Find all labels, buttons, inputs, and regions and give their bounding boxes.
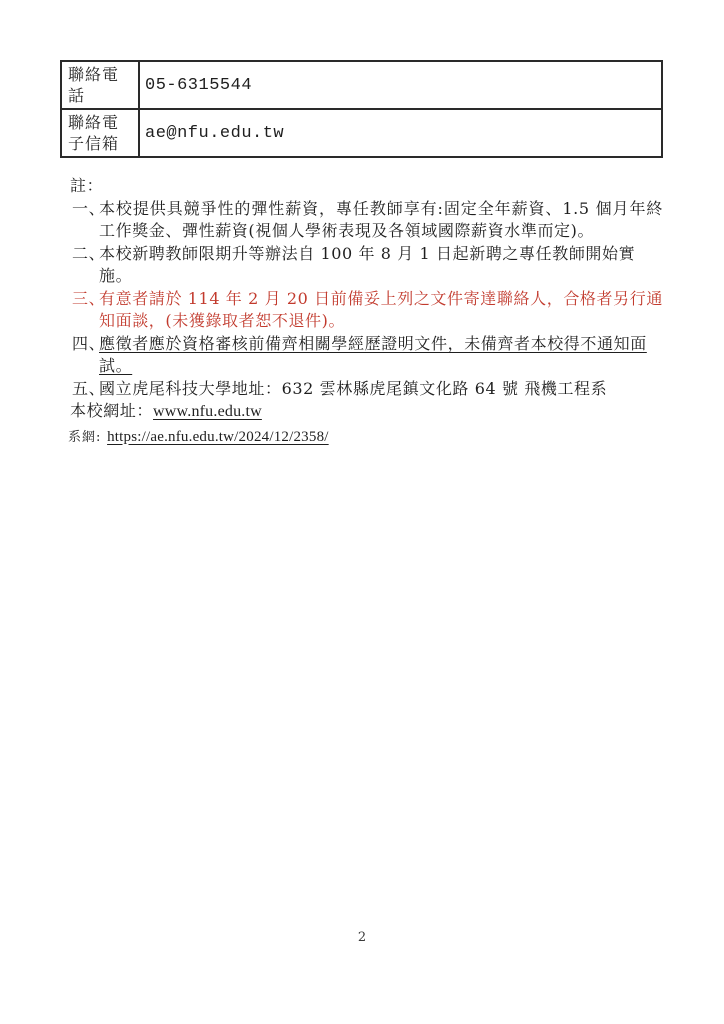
note-item-3 xyxy=(72,288,663,333)
page-number: 2 xyxy=(357,930,367,945)
note-item-2-number: 二、 xyxy=(72,243,106,263)
note-item-3-number: 三、 xyxy=(72,288,106,308)
contact-table xyxy=(60,60,663,158)
note-item-1-number: 一、 xyxy=(72,198,106,218)
department-website-link[interactable]: https://ae.nfu.edu.tw/2024/12/2358/ xyxy=(107,428,329,445)
contact-email-label: 聯絡電子信箱 xyxy=(61,109,139,157)
note-item-5-number: 五、 xyxy=(72,378,106,398)
contact-phone-value: 05-6315544 xyxy=(139,61,662,109)
contact-email-row xyxy=(61,109,662,157)
document-content xyxy=(60,60,663,449)
contact-phone-label: 聯絡電話 xyxy=(61,61,139,109)
note-item-4-number: 四、 xyxy=(72,333,106,353)
school-website-link[interactable]: www.nfu.edu.tw xyxy=(153,403,262,420)
note-item-5-text: 國立虎尾科技大學地址：632 雲林縣虎尾鎮文化路 64 號 飛機工程系 xyxy=(99,378,608,398)
note-item-1-text: 本校提供具競爭性的彈性薪資，專任教師享有:固定全年薪資、1.5 個月年終工作獎金、彈性薪資(視個人學術表現及各領域國際薪資水準而定)。 xyxy=(99,198,663,240)
note-item-4 xyxy=(72,333,663,378)
note-item-2 xyxy=(72,243,663,288)
department-website-label: 系網: xyxy=(68,429,102,445)
department-website-line xyxy=(68,425,663,450)
contact-phone-row xyxy=(61,61,662,109)
note-item-2-text: 本校新聘教師限期升等辦法自 100 年 8 月 1 日起新聘之專任教師開始實施。 xyxy=(99,243,636,285)
note-item-3-text: 有意者請於 114 年 2 月 20 日前備妥上列之文件寄達聯絡人，合格者另行通知面談，(未獲錄取者恕不退件)。 xyxy=(99,288,663,330)
notes-section xyxy=(60,175,663,449)
note-item-4-text: 應徵者應於資格審核前備齊相關學經歷證明文件，未備齊者本校得不通知面試。 xyxy=(99,333,647,375)
note-item-5 xyxy=(72,378,663,401)
school-website-line xyxy=(70,400,663,424)
note-item-1 xyxy=(72,198,663,243)
school-website-label: 本校網址： xyxy=(70,401,154,420)
contact-email-value: ae@nfu.edu.tw xyxy=(139,109,662,157)
notes-heading: 註： xyxy=(70,176,104,195)
